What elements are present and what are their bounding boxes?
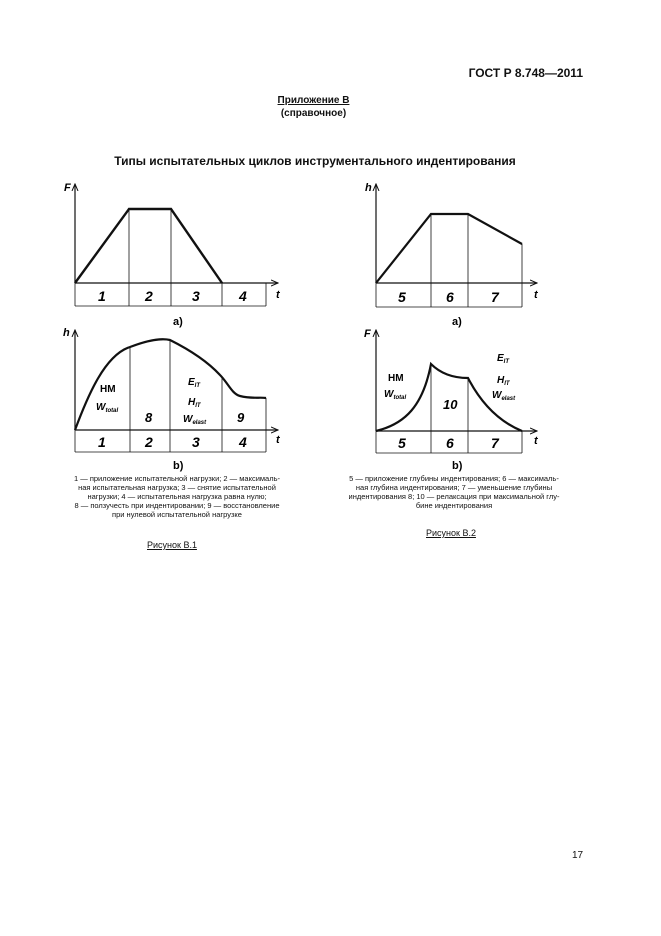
diagram-a-segment-label: 3 [192, 288, 200, 304]
diagram-d [364, 328, 539, 472]
region-label-8: 8 [145, 410, 153, 425]
diagram-b-segment-label: 4 [239, 434, 247, 450]
diagram-b-segment-label: 1 [98, 434, 106, 450]
caption-left-line: при нулевой испытательной нагрузке [112, 510, 242, 519]
diagram-c-x-label: t [534, 289, 538, 301]
diagram-c-segment-label: 7 [491, 289, 499, 305]
appendix-title-text: Приложение В [277, 95, 350, 106]
w-total-label: $W_{total}$ [96, 402, 119, 414]
figure-label-right: Рисунок В.2 [426, 528, 476, 538]
diagram-c-segment-label: 6 [446, 289, 454, 305]
diagram-b-segment-label: 2 [145, 434, 153, 450]
caption-left-line: нагрузки; 4 — испытательная нагрузка равна нулю; [87, 492, 267, 501]
region-label-10: 10 [443, 397, 458, 412]
caption-right [320, 474, 588, 510]
diagram-d-segment-label: 5 [398, 435, 406, 451]
eit-label: $E_{IT}$ [497, 353, 510, 365]
diagram-c-sublabel: a) [452, 316, 462, 328]
w-total-label: $W_{total}$ [384, 389, 407, 401]
diagram-c-y-label: h [365, 182, 372, 194]
figure-label-left: Рисунок В.1 [147, 540, 197, 550]
hm-label: HM [388, 373, 404, 384]
diagram-a-x-label: t [276, 289, 280, 301]
diagram-b-y-label: h [63, 327, 70, 339]
diagram-a-sublabel: a) [173, 316, 183, 328]
caption-left-line: 8 — ползучесть при индентировании; 9 — восстановление [74, 501, 280, 510]
diagram-a-segment-label: 2 [145, 288, 153, 304]
appendix-note: (справочное) [280, 108, 347, 119]
diagram-d-segment-label: 7 [491, 435, 499, 451]
caption-left-line: 1 — приложение испытательной нагрузки; 2 — максималь- [73, 474, 280, 483]
diagram-a-segment-label: 1 [98, 288, 106, 304]
caption-right-line: индентирования 8; 10 — релаксация при максимальной глу- [348, 492, 560, 501]
standard-number: ГОСТ Р 8.748—2011 [468, 66, 583, 80]
page-number: 17 [572, 850, 584, 861]
hm-label: HM [100, 384, 116, 395]
caption-right-line: ная глубина индентирования; 7 — уменьшение глубины [355, 483, 553, 492]
page-title: Типы испытательных циклов инструментального индентирования [114, 154, 516, 168]
caption-left [42, 474, 312, 519]
diagram-b-segment-label: 3 [192, 434, 200, 450]
diagram-a-segment-label: 4 [239, 288, 247, 304]
region-label-9: 9 [237, 410, 245, 425]
eit-label: $E_{IT}$ [188, 377, 201, 389]
caption-right-line: бине индентирования [415, 501, 493, 510]
caption-left-line: ная испытательная нагрузка; 3 — снятие испытательной [78, 483, 276, 492]
diagram-b-x-label: t [276, 434, 280, 446]
diagram-d-x-label: t [534, 435, 538, 447]
hit-label: $H_{IT}$ [188, 397, 201, 409]
diagram-d-segment-label: 6 [446, 435, 454, 451]
caption-right-line: 5 — приложение глубины индентирования; 6 — максималь- [349, 474, 559, 483]
diagram-c-curve [376, 214, 522, 283]
diagram-a-y-label: F [64, 182, 71, 194]
diagram-a [64, 182, 281, 328]
diagram-c-segment-label: 5 [398, 289, 406, 305]
diagram-b-sublabel: b) [173, 460, 184, 472]
diagram-c [365, 182, 539, 328]
w-elast-label: $W_{elast}$ [492, 390, 516, 402]
diagram-d-sublabel: b) [452, 460, 463, 472]
diagram-d-y-label: F [364, 328, 371, 340]
hit-label: $H_{IT}$ [497, 375, 510, 387]
diagram-b [63, 327, 281, 472]
diagram-a-curve [75, 209, 222, 283]
w-elast-label: $W_{elast}$ [183, 414, 207, 426]
